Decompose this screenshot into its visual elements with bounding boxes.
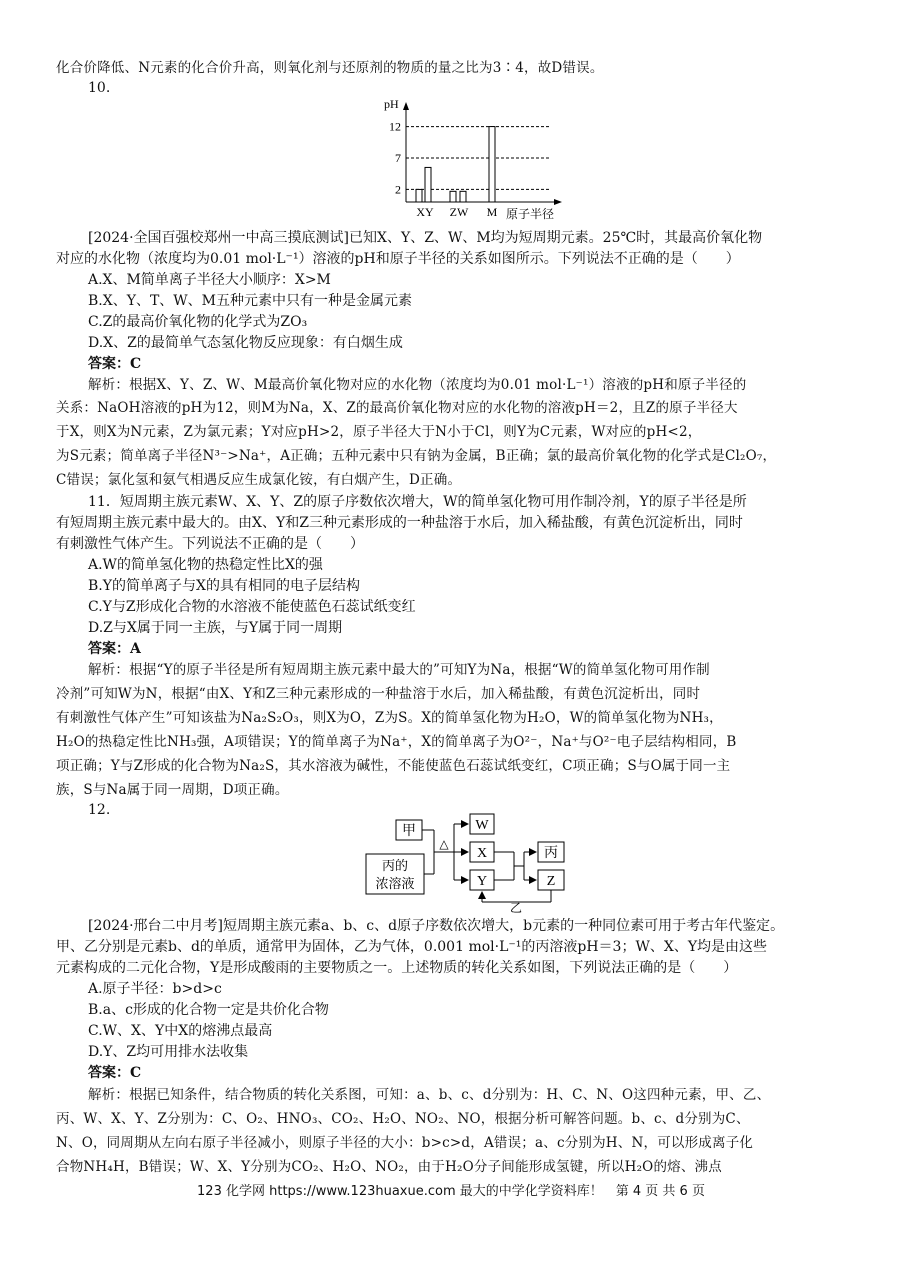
analysis-line: C错误；氯化氢和氨气相遇反应生成氯化铵，有白烟产生，D正确。	[56, 472, 462, 488]
group-label-m: M	[486, 205, 498, 219]
page-footer: 123 化学网 https://www.123huaxue.com 最大的中学化学资料库！ 第 4 页 共 6 页	[197, 1184, 705, 1199]
analysis-line: 族，S与Na属于同一周期，D项正确。	[56, 782, 289, 798]
option-c: C.Z的最高价氧化物的化学式为ZO₃	[88, 314, 308, 330]
question-11: 11．短周期主族元素W、X、Y、Z的原子序数依次增大，W的简单氢化物可用作制冷剂，Y的原子半径是所	[88, 494, 747, 510]
transformation-diagram	[360, 808, 580, 914]
option-b: B.Y的简单离子与X的具有相同的电子层结构	[88, 578, 360, 594]
option-c: C.Y与Z形成化合物的水溶液不能使蓝色石蕊试纸变红	[88, 599, 416, 615]
option-d: D.Z与X属于同一主族，与Y属于同一周期	[88, 620, 343, 636]
text-line: [2024·全国百强校郑州一中高三摸底测试]已知X、Y、Z、W、M均为短周期元素。25℃时，其最高价氧化物	[88, 230, 763, 246]
bar-zw-2	[450, 191, 456, 202]
option-a: A.X、M简单离子半径大小顺序：X>M	[88, 272, 331, 288]
node-bing-conc-label-1: 丙的	[381, 858, 409, 873]
analysis-line: 为S元素；简单离子半径N³⁻>Na⁺，A正确；五种元素中只有钠为金属，B正确；氯的最高价氧化物的化学式是Cl₂O₇，	[56, 448, 777, 464]
bar-m-4	[489, 127, 495, 202]
heat-symbol: △	[439, 837, 449, 851]
text-line: 有短周期主族元素中最大的。由X、Y和Z三种元素形成的一种盐溶于水后，加入稀盐酸，有黄色沉淀析出，同时	[56, 515, 743, 531]
option-c: C.W、X、Y中X的熔沸点最高	[88, 1023, 273, 1039]
text-line: 化合价降低、N元素的化合价升高，则氧化剂与还原剂的物质的量之比为3∶4，故D错误。	[56, 60, 604, 76]
analysis-line: H₂O的热稳定性比NH₃强，A项错误；Y的简单离子为Na⁺，X的简单离子为O²⁻，Na⁺与O²⁻电子层结构相同，B	[56, 734, 737, 750]
node-bing-label: 丙	[544, 846, 558, 861]
text-line: 有刺激性气体产生。下列说法不正确的是（ ）	[56, 536, 364, 552]
group-label-zw: ZW	[449, 205, 469, 219]
node-jia-label: 甲	[402, 824, 416, 839]
analysis-line: 项正确；Y与Z形成的化合物为Na₂S，其水溶液为碱性，不能使蓝色石蕊试纸变红，C项正确；S与O属于同一主	[56, 758, 731, 774]
analysis-line: 解析：根据已知条件，结合物质的转化关系图，可知：a、b、c、d分别为：H、C、N、O这四种元素，甲、乙、	[88, 1087, 771, 1103]
chart-x-axis-label: 原子半径	[506, 207, 555, 221]
option-a: A.原子半径：b>d>c	[88, 981, 222, 997]
answer: 答案：C	[88, 356, 142, 372]
analysis-line: 解析：根据“Y的原子半径是所有短周期主族元素中最大的”可知Y为Na，根据“W的简单氢化物可用作制	[88, 662, 710, 678]
text-line: 甲、乙分别是元素b、d的单质，通常甲为固体，乙为气体，0.001 mol·L⁻¹的丙溶液pH＝3；W、X、Y均是由这些	[56, 939, 768, 955]
node-w-label: W	[475, 818, 489, 833]
y-tick-label: 12	[389, 119, 401, 134]
y-axis-arrow	[403, 102, 409, 110]
answer: 答案：C	[88, 1065, 142, 1081]
node-bing-conc-label-2: 浓溶液	[375, 876, 415, 891]
x-axis-arrow	[554, 199, 562, 205]
text-line: 元素构成的二元化合物，Y是形成酸雨的主要物质之一。上述物质的转化关系如图，下列说法正确的是（ ）	[56, 960, 738, 976]
answer: 答案：A	[88, 641, 141, 657]
text-line: [2024·邢台二中月考]短周期主族元素a、b、c、d原子序数依次增大，b元素的一种同位素可用于考古年代鉴定。	[88, 918, 785, 934]
analysis-line: N、O，同周期从左向右原子半径减小，则原子半径的大小：b>c>d，A错误；a、c分别为H、N，可以形成离子化	[56, 1135, 754, 1151]
bar-xy-0	[416, 189, 422, 202]
option-a: A.W的简单氢化物的热稳定性比X的强	[88, 557, 323, 573]
analysis-line: 有刺激性气体产生”可知该盐为Na₂S₂O₃，则X为O，Z为S。X的简单氢化物为H₂O，W的简单氢化物为NH₃，	[56, 710, 723, 726]
bar-zw-3	[460, 191, 466, 202]
analysis-line: 解析：根据X、Y、Z、W、M最高价氧化物对应的水化物（浓度均为0.01 mol·L⁻¹）溶液的pH和原子半径的	[88, 377, 747, 393]
option-d: D.Y、Z均可用排水法收集	[88, 1044, 249, 1060]
edge-label-yi: 乙	[509, 901, 523, 914]
analysis-line: 合物NH₄H，B错误；W、X、Y分别为CO₂、H₂O、NO₂，由于H₂O分子间能形成氢键，所以H₂O的熔、沸点	[56, 1159, 722, 1175]
question-number-12: 12.	[88, 802, 111, 818]
analysis-line: 冷剂”可知W为N，根据“由X、Y和Z三种元素形成的一种盐溶于水后，加入稀盐酸，有黄色沉淀析出，同时	[56, 686, 701, 702]
question-number-10: 10.	[88, 80, 111, 96]
node-z-label: Z	[546, 874, 556, 889]
option-b: B.a、c形成的化合物一定是共价化合物	[88, 1002, 329, 1018]
y-tick-label: 2	[395, 182, 401, 197]
option-b: B.X、Y、T、W、M五种元素中只有一种是金属元素	[88, 293, 413, 309]
bar-xy-1	[425, 167, 431, 202]
group-label-xy: XY	[416, 205, 434, 219]
option-d: D.X、Z的最简单气态氢化物反应现象：有白烟生成	[88, 335, 403, 351]
text-line: 对应的水化物（浓度均为0.01 mol·L⁻¹）溶液的pH和原子半径的关系如图所示。下列说法不正确的是（ ）	[56, 251, 740, 267]
analysis-line: 关系：NaOH溶液的pH为12，则M为Na，X、Z的最高价氧化物对应的水化物的溶液pH＝2，且Z的原子半径大	[56, 400, 738, 416]
analysis-line: 丙、W、X、Y、Z分别为：C、O₂、HNO₃、CO₂、H₂O、NO₂、NO，根据分析可解答问题。b、c、d分别为C、	[56, 1111, 750, 1127]
analysis-line: 于X，则X为N元素，Z为氯元素；Y对应pH>2，原子半径大于N小于Cl，则Y为C元素，W对应的pH<2，	[56, 424, 702, 440]
node-x-label: X	[476, 846, 488, 861]
node-y-label: Y	[476, 874, 488, 889]
y-tick-label: 7	[395, 151, 401, 165]
chart-y-axis-label: pH	[384, 97, 399, 111]
ph-radius-chart	[370, 96, 570, 224]
